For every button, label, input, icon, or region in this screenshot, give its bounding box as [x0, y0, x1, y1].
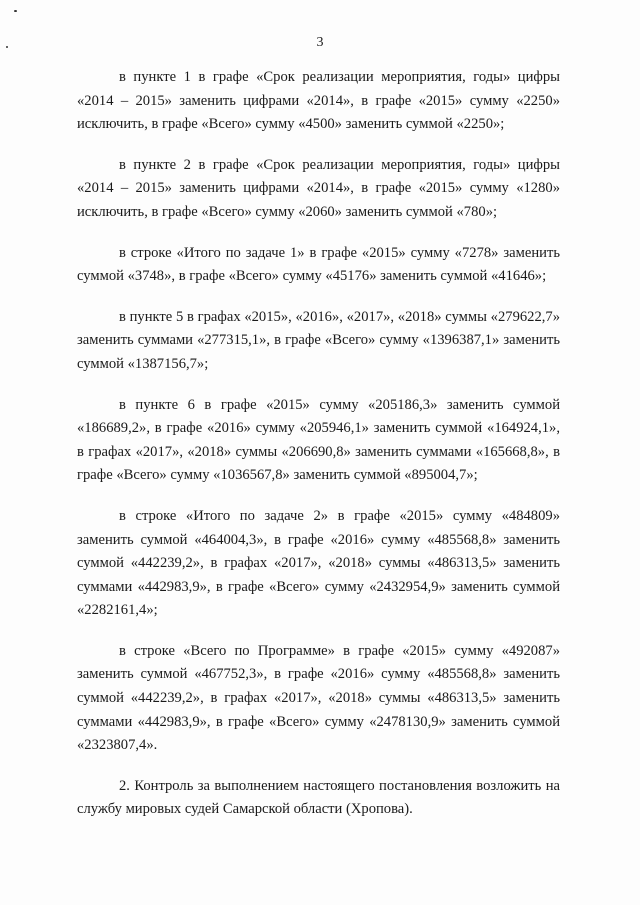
paragraph-item-2-budget-change: в пункте 2 в графе «Срок реализации мероприятия, годы» цифры «2014 – 2015» заменить цифрами «2014», в графе «2015» сумму «1280» исключить, в графе «Всего» сумму «2060» заменить суммой «780»;: [77, 156, 560, 220]
paragraph-program-total: в строке «Всего по Программе» в графе «2015» сумму «492087» заменить суммой «467752,3», в графе «2016» сумму «485568,8» заменить суммой «442239,2», в графах «2017», «2018» суммы «486313,5» заменить суммами «442983,9», в графе «Всего» сумму «2478130,9» заменить суммой «2323807,4».: [77, 642, 560, 754]
paragraph-task-2-total: в строке «Итого по задаче 2» в графе «2015» сумму «484809» заменить суммой «464004,3», в графе «2016» сумму «485568,8» заменить суммой «442239,2», в графах «2017», «2018» суммы «486313,5» заменить суммами «442983,9», в графе «Всего» сумму «2432954,9» заменить суммой «2282161,4»;: [77, 507, 560, 619]
paragraph-item-5-budget-change: в пункте 5 в графах «2015», «2016», «2017», «2018» суммы «279622,7» заменить суммами «277315,1», в графе «Всего» сумму «1396387,1» заменить суммой «1387156,7»;: [77, 308, 560, 372]
paragraph-item-1-budget-change: в пункте 1 в графе «Срок реализации мероприятия, годы» цифры «2014 – 2015» заменить цифрами «2014», в графе «2015» сумму «2250» исключить, в графе «Всего» сумму «4500» заменить суммой «2250»;: [77, 69, 560, 133]
paragraph-control-clause: 2. Контроль за выполнением настоящего постановления возложить на службу мировых судей Самарской области (Хропова).: [77, 777, 560, 818]
document-body: [77, 66, 560, 839]
scan-speck: [14, 10, 17, 12]
page-number: 3: [316, 35, 324, 50]
paragraph-item-6-budget-change: в пункте 6 в графе «2015» сумму «205186,3» заменить суммой «186689,2», в графе «2016» сумму «205946,1» заменить суммой «164924,1», в графах «2017», «2018» суммы «206690,8» заменить суммами «165668,8», в графе «Всего» сумму «1036567,8» заменить суммой «895004,7»;: [77, 396, 560, 484]
paragraph-task-1-total: в строке «Итого по задаче 1» в графе «2015» сумму «7278» заменить суммой «3748», в графе «Всего» сумму «45176» заменить суммой «41646»;: [77, 244, 560, 285]
